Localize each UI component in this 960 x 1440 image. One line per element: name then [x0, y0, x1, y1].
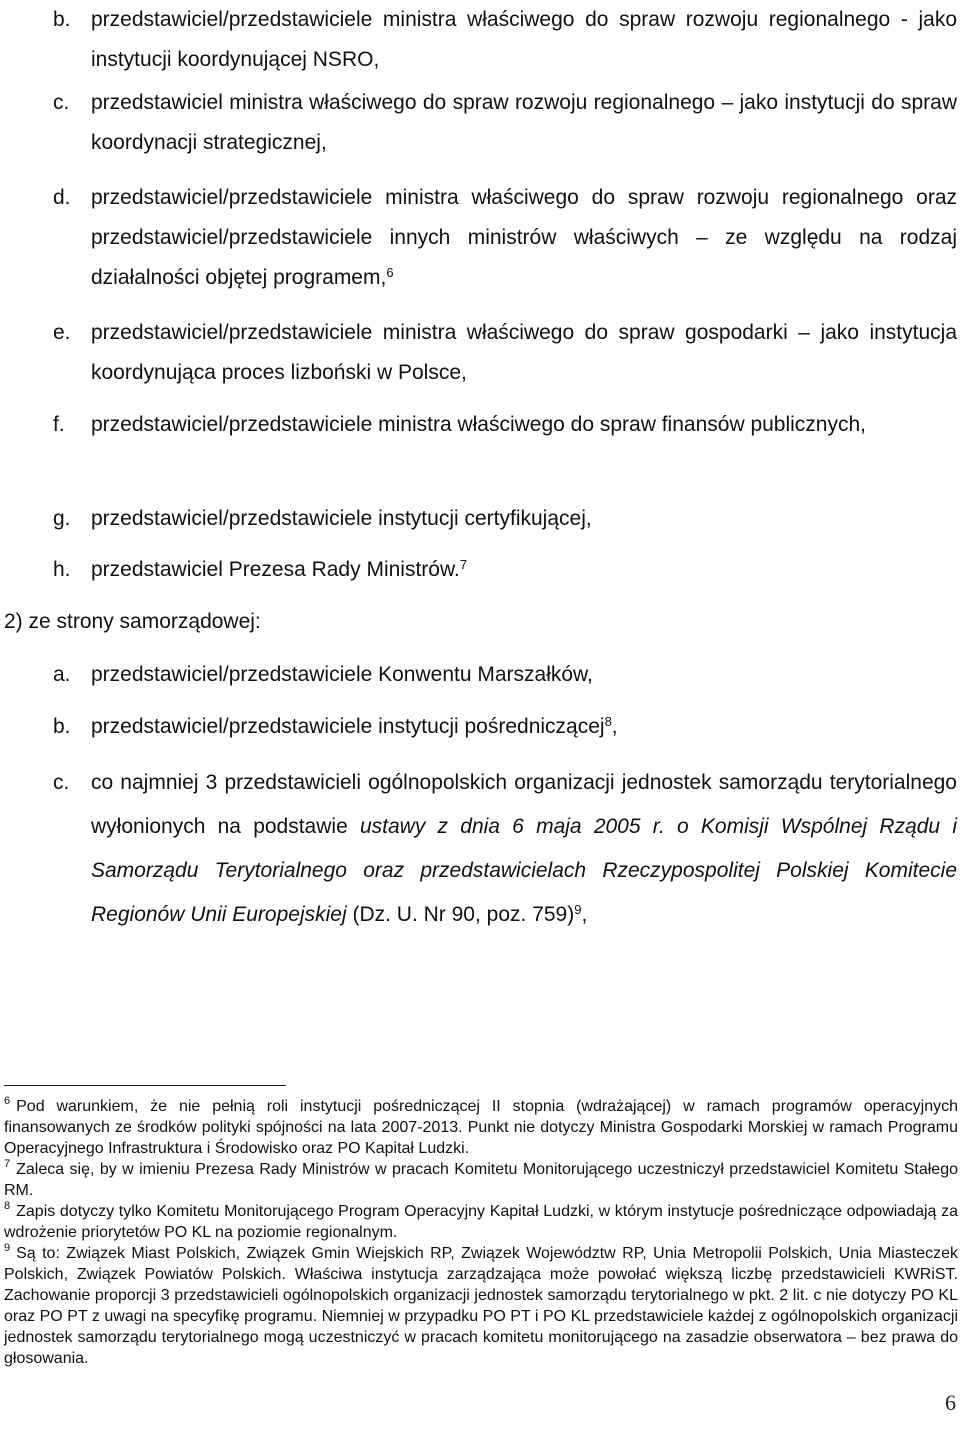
- list-item-g: [53, 499, 957, 539]
- footnote-ref[interactable]: 9: [574, 901, 582, 917]
- list-item-text: przedstawiciel/przedstawiciele ministra właściwego do spraw finansów publicznych,: [91, 413, 867, 436]
- list-item-c: [53, 83, 957, 163]
- list-item-text: co najmniej 3 przedstawicieli ogólnopolskich organizacji jednostek samorządu terytorialnego wyłonionych na podstawie: [91, 771, 957, 838]
- list-marker: b.: [53, 8, 71, 31]
- act-title: ustawy z dnia 6 maja 2005 r. o Komisji Wspólnej Rządu i Samorządu Terytorialnego oraz przedstawicielach Rzeczypospolitej Polskiej Komitecie Regionów Unii Europejskiej: [91, 815, 957, 926]
- list-item-h: [53, 550, 957, 590]
- list-item-d: [53, 178, 957, 298]
- list-marker: f.: [53, 413, 65, 436]
- list-marker: a.: [53, 663, 71, 686]
- footnote-number: 9: [4, 1242, 11, 1255]
- footnote-ref[interactable]: 6: [386, 264, 394, 280]
- list-item-text: przedstawiciel/przedstawiciele ministra właściwego do spraw gospodarki – jako instytucja koordynująca proces lizboński w Polsce,: [91, 321, 957, 384]
- list-item-text: przedstawiciel/przedstawiciele Konwentu Marszałków,: [91, 663, 593, 686]
- list-item-text: przedstawiciel/przedstawiciele instytucji certyfikującej,: [91, 507, 592, 530]
- punctuation: ,: [581, 903, 588, 926]
- footnote-8: [4, 1201, 958, 1243]
- punctuation: ,: [611, 715, 618, 738]
- section-heading-2: [4, 602, 904, 642]
- list-marker: g.: [53, 507, 71, 530]
- list-marker: h.: [53, 558, 71, 581]
- section-label: 2) ze strony samorządowej:: [4, 610, 261, 633]
- footnote-ref[interactable]: 7: [459, 556, 468, 572]
- list-item-text: przedstawiciel/przedstawiciele ministra właściwego do spraw rozwoju regionalnego oraz przedstawiciel/przedstawiciele innych ministrów właściwych – ze względu na rodzaj działalności objętej programem,: [91, 186, 957, 289]
- list-item-text: przedstawiciel/przedstawiciele ministra właściwego do spraw rozwoju regionalnego - jako instytucji koordynującej NSRO,: [91, 8, 957, 71]
- list-marker: c.: [53, 91, 70, 114]
- footnote-number: 7: [4, 1158, 11, 1171]
- list-marker: e.: [53, 321, 71, 344]
- list-item-2a: [53, 655, 957, 695]
- list-item-2b: [53, 707, 957, 747]
- list-marker: d.: [53, 186, 71, 209]
- list-item-text: przedstawiciel ministra właściwego do spraw rozwoju regionalnego – jako instytucji do spraw koordynacji strategicznej,: [91, 91, 957, 154]
- footnote-9: [4, 1243, 958, 1369]
- list-item-text: przedstawiciel/przedstawiciele instytucji pośredniczącej: [91, 715, 605, 738]
- footnote-number: 6: [4, 1095, 11, 1108]
- list-item-e: [53, 313, 957, 393]
- list-item-f: [53, 405, 957, 445]
- footnote-separator: [4, 1085, 286, 1086]
- footnote-6: [4, 1096, 958, 1159]
- footnote-text: Zaleca się, by w imieniu Prezesa Rady Ministrów w pracach Komitetu Monitorującego uczestniczył przedstawiciel Komitetu Stałego RM.: [4, 1161, 958, 1199]
- footnote-text: Są to: Związek Miast Polskich, Związek Gmin Wiejskich RP, Związek Województw RP, Unia Metropolii Polskich, Unia Miasteczek Polskich, Związek Powiatów Polskich. Właściwa instytucja zarządzająca może powołać większą liczbę przedstawicieli KWRiST. Zachowanie proporcji 3 przedstawicieli ogólnopolskich organizacji jednostek samorządu terytorialnego w pkt. 2 lit. c nie dotyczy PO KL oraz PO PT z uwagi na specyfikę programu. Niemniej w przypadku PO PT i PO KL przedstawiciele każdej z ogólnopolskich organizacji jednostek samorządu terytorialnego mogą uczestniczyć w pracach komitetu monitorującego na zasadzie obserwatora – bez prawa do głosowania.: [4, 1245, 958, 1367]
- footnote-number: 8: [4, 1200, 11, 1213]
- page-number: 6: [945, 1390, 956, 1415]
- list-item-text: przedstawiciel Prezesa Rady Ministrów.: [91, 558, 460, 581]
- footnote-text: Zapis dotyczy tylko Komitetu Monitorującego Program Operacyjny Kapitał Ludzki, w którym instytucje pośredniczące odpowiadają za wdrożenie priorytetów PO KL na poziomie regionalnym.: [4, 1203, 958, 1241]
- footnotes: [4, 1096, 958, 1369]
- list-marker: b.: [53, 715, 71, 738]
- list-item-text-tail: (Dz. U. Nr 90, poz. 759): [346, 903, 575, 926]
- list-marker: c.: [53, 771, 70, 794]
- footnote-ref[interactable]: 8: [604, 713, 612, 729]
- list-item-b: [53, 0, 957, 80]
- footnote-7: [4, 1159, 958, 1201]
- footnote-text: Pod warunkiem, że nie pełnią roli instytucji pośredniczącej II stopnia (wdrażającej) w ramach programów operacyjnych finansowanych ze środków polityki spójności na lata 2007-2013. Punkt nie dotyczy Ministra Gospodarki Morskiej w ramach Programu Operacyjnego Infrastruktura i Środowisko oraz PO Kapitał Ludzki.: [4, 1098, 958, 1157]
- list-item-2c: [53, 761, 957, 937]
